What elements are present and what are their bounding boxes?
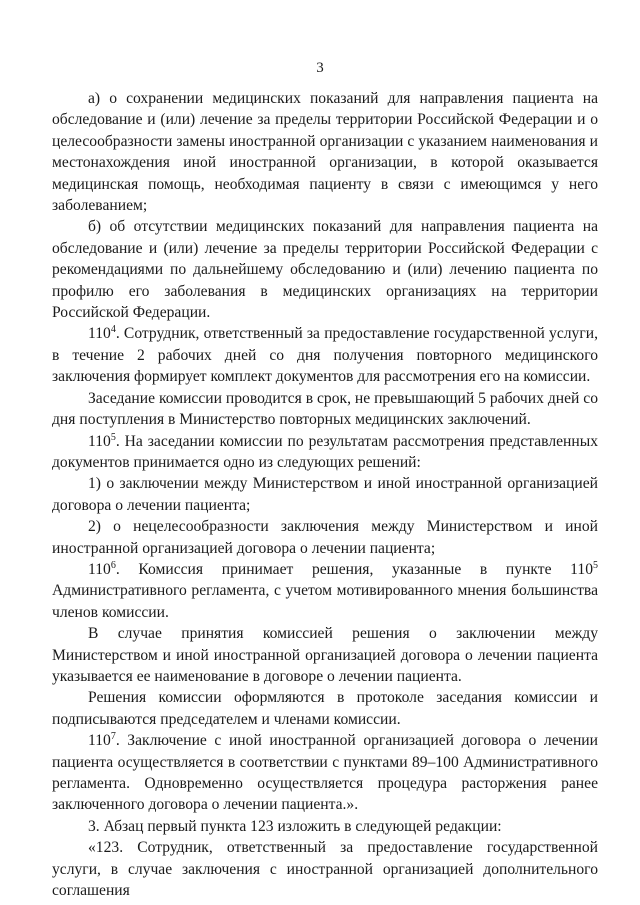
- paragraph-decision-2: 2) о нецелесообразности заключения между Министерством и иной иностранной организацией договора о лечении пациента;: [52, 518, 598, 557]
- paragraph-name-in-contract: В случае принятия комиссией решения о заключении между Министерством и иной иностранной организацией договора о лечении пациента указывается ее наименование в договоре о лечении пациента.: [52, 625, 598, 685]
- paragraph-decision-1: 1) о заключении между Министерством и иной иностранной организацией договора о лечении пациента;: [52, 475, 598, 514]
- paragraph-110-5: $110^5$. На заседании комиссии по результатам рассмотрения представленных документов принимается одно из следующих решений:: [52, 431, 598, 471]
- paragraph-b: б) об отсутствии медицинских показаний для направления пациента на обследование и (или) лечение за пределы территории Российской Федерации с рекомендациями по дальнейшему обследованию и (или) лечению пациента по профилю его заболевания в медицинских организациях на территории Российской Федерации.: [52, 218, 598, 322]
- paragraph-123: «123. Сотрудник, ответственный за предоставление государственной услуги, в случае заключения с иностранной организацией дополнительного соглашения: [52, 839, 598, 900]
- paragraph-protocol: Решения комиссии оформляются в протоколе заседания комиссии и подписываются председателем и членами комиссии.: [52, 689, 598, 728]
- paragraph-a: а) о сохранении медицинских показаний для направления пациента на обследование и (или) лечение за пределы территории Российской Федерации и о целесообразности замены иностранной организации с указанием наименования и местонахождения иной иностранной организации, в которой оказывается медицинская помощь, необходимая пациенту в связи с имеющимся у него заболеванием;: [52, 90, 598, 215]
- paragraph-meeting-term: Заседание комиссии проводится в срок, не превышающий 5 рабочих дней со дня поступления в Министерство повторных медицинских заключений.: [52, 389, 598, 429]
- paragraph-110-6: $110^6$. Комиссия принимает решения, указанные в пункте $110^5$ Административного регламента, с учетом мотивированного мнения большинства членов комиссии.: [52, 559, 598, 621]
- paragraph-110-7: $110^7$. Заключение с иной иностранной организацией договора о лечении пациента осуществляется в соответствии с пунктами 89–100 Административного регламента. Одновременно осуществляется процедура расторжения ранее заключенного договора о лечении пациента.».: [52, 731, 598, 814]
- document-body: [52, 88, 598, 901]
- paragraph-amendment-3: 3. Абзац первый пункта 123 изложить в следующей редакции:: [88, 817, 502, 835]
- page-number: 3: [316, 60, 324, 76]
- paragraph-110-4: $110^4$. Сотрудник, ответственный за предоставление государственной услуги, в течение 2 рабочих дней со дня получения повторного медицинского заключения формирует комплект документов для рассмотрения его на комиссии.: [52, 324, 598, 386]
